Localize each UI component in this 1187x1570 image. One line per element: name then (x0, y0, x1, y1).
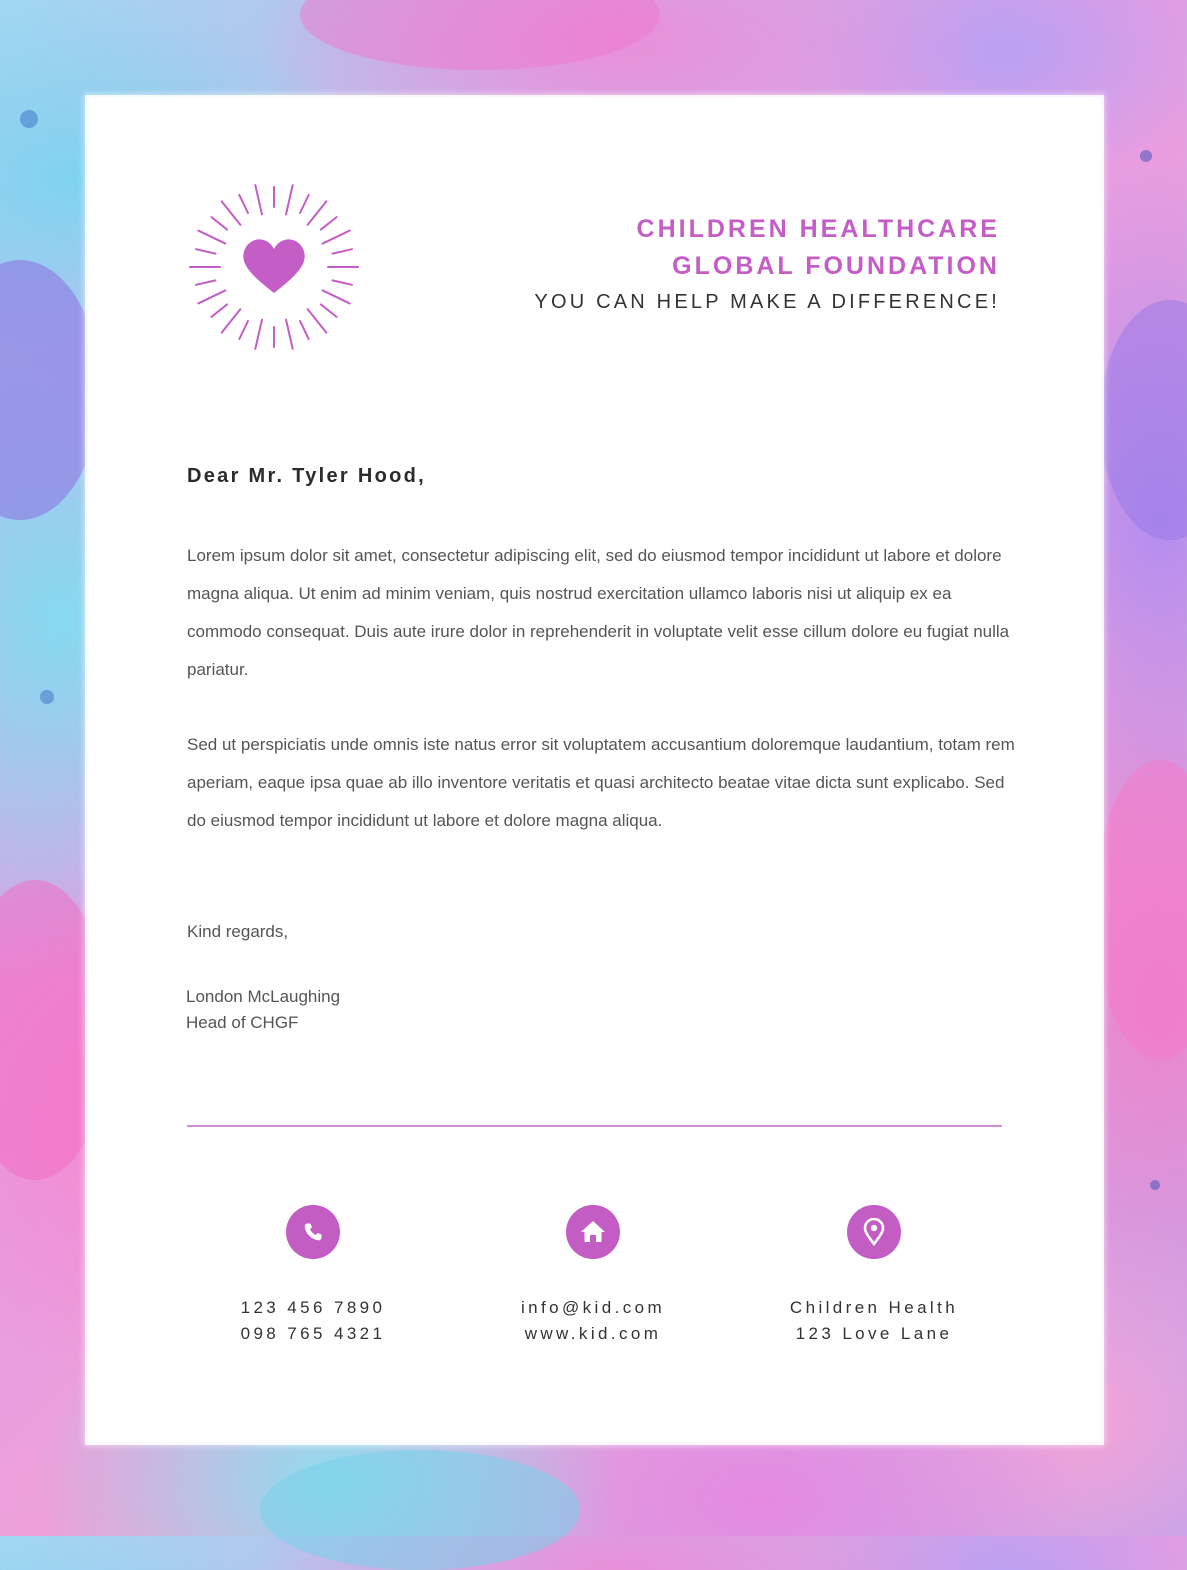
sunburst-ray (323, 231, 350, 244)
email-address: info@kid.com (520, 1298, 666, 1317)
sunburst-ray (239, 321, 248, 339)
sunburst-ray (332, 249, 351, 253)
contact-web (463, 1205, 723, 1347)
phone-icon (286, 1205, 340, 1259)
background-swirl (1150, 1180, 1160, 1190)
sunburst-ray (211, 217, 227, 229)
background-swirl (260, 1450, 580, 1570)
body-paragraph-1: Lorem ipsum dolor sit amet, consectetur adipiscing elit, sed do eiusmod tempor incididunt ut labore et dolore magna aliqua. Ut enim ad minim veniam, quis nostrud exercitation ullamco laboris nisi ut aliquip ex ea commodo consequat. Duis aute irure dolor in reprehenderit in voluptate velit esse cillum dolore eu fugiat nulla pariatur. (187, 546, 1010, 679)
heart-icon (243, 239, 304, 293)
footer-divider (187, 1125, 1002, 1127)
sunburst-ray (323, 290, 350, 303)
sunburst-ray (255, 185, 262, 214)
heart-burst-icon (188, 181, 360, 353)
sunburst-ray (211, 304, 227, 316)
letterhead-paper (88, 98, 1101, 1442)
sunburst-ray (308, 201, 327, 224)
contact-phone (183, 1205, 443, 1347)
sunburst-ray (321, 304, 337, 316)
sunburst-ray (196, 280, 215, 284)
tagline: YOU CAN HELP MAKE A DIFFERENCE! (534, 291, 1000, 313)
phone-number-1: 123 456 7890 (240, 1298, 386, 1317)
org-name-line2: GLOBAL FOUNDATION (672, 252, 1000, 280)
organization-name (637, 211, 1000, 285)
sunburst-ray (196, 249, 215, 253)
sunburst-ray (222, 201, 241, 224)
sunburst-ray (222, 309, 241, 332)
sunburst-ray (332, 280, 351, 284)
sunburst-ray (286, 185, 293, 214)
background-swirl (20, 110, 38, 128)
address-line-1: Children Health (789, 1298, 959, 1317)
sunburst-ray (321, 217, 337, 229)
signature-block (186, 984, 340, 1036)
background-swirl (1095, 760, 1187, 1060)
sunburst-ray (308, 309, 327, 332)
closing: Kind regards, (187, 922, 289, 941)
sunburst-ray (198, 231, 225, 244)
address-line-2: 123 Love Lane (795, 1324, 953, 1343)
org-name-line1: CHILDREN HEALTHCARE (636, 215, 1000, 243)
sunburst-ray (286, 320, 293, 349)
body-paragraph-2: Sed ut perspiciatis unde omnis iste natus error sit voluptatem accusantium doloremque laudantium, totam rem aperiam, eaque ipsa quae ab illo inventore veritatis et quasi architecto beatae vitae dicta sunt explicabo. Sed do eiusmod tempor incididunt ut labore et dolore magna aliqua. (187, 735, 1015, 830)
signer-name: London McLaughing (186, 987, 341, 1006)
location-pin-icon (847, 1205, 901, 1259)
salutation: Dear Mr. Tyler Hood, (187, 465, 427, 487)
background-swirl (1100, 300, 1187, 540)
sunburst-ray (300, 195, 309, 213)
home-icon (566, 1205, 620, 1259)
sunburst-ray (198, 290, 225, 303)
background-swirl (1140, 150, 1152, 162)
sunburst-ray (255, 320, 262, 349)
website-url: www.kid.com (524, 1324, 662, 1343)
contact-address (744, 1205, 1004, 1347)
sunburst-ray (239, 195, 248, 213)
signer-title: Head of CHGF (186, 1013, 299, 1032)
sunburst-ray (300, 321, 309, 339)
background-swirl (300, 0, 660, 70)
background-swirl (40, 690, 54, 704)
phone-number-2: 098 765 4321 (240, 1324, 386, 1343)
background-swirl (0, 260, 100, 520)
